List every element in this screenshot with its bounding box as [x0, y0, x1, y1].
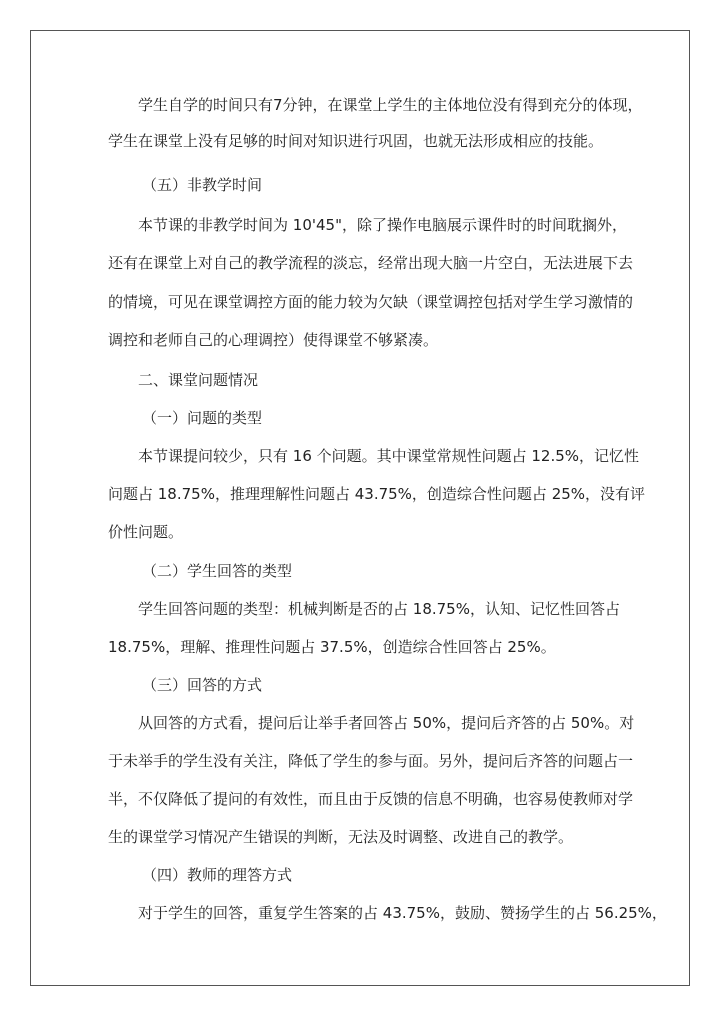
paragraph-line: 从回答的方式看，提问后让举手者回答占 50%，提问后齐答的占 50%。对 [138, 714, 635, 732]
paragraph-line: 价性问题。 [108, 523, 184, 541]
section-heading: 二、课堂问题情况 [138, 371, 259, 389]
paragraph-line: 本节课的非教学时间为 10'45"，除了操作电脑展示课件时的时间耽搁外， [138, 216, 627, 234]
paragraph-line: 对于学生的回答，重复学生答案的占 43.75%，鼓励、赞扬学生的占 56.25%， [138, 904, 667, 922]
section-heading: （四）教师的理答方式 [142, 866, 293, 884]
paragraph-line: 问题占 18.75%，推理理解性问题占 43.75%，创造综合性问题占 25%，没有评 [108, 485, 646, 503]
paragraph-line: 学生在课堂上没有足够的时间对知识进行巩固，也就无法形成相应的技能。 [108, 132, 604, 150]
paragraph-line: 的情境，可见在课堂调控方面的能力较为欠缺（课堂调控包括对学生学习激情的 [108, 293, 634, 311]
paragraph-line: 半，不仅降低了提问的有效性，而且由于反馈的信息不明确，也容易使教师对学 [108, 790, 634, 808]
paragraph-line: 于未举手的学生没有关注，降低了学生的参与面。另外，提问后齐答的问题占一 [108, 752, 634, 770]
section-heading: （五）非教学时间 [142, 176, 263, 194]
paragraph-line: 学生自学的时间只有7分钟，在课堂上学生的主体地位没有得到充分的体现， [138, 96, 643, 114]
paragraph-line: 生的课堂学习情况产生错误的判断，无法及时调整、改进自己的教学。 [108, 828, 574, 846]
section-heading: （二）学生回答的类型 [142, 562, 293, 580]
paragraph-line: 18.75%，理解、推理性问题占 37.5%，创造综合性回答占 25%。 [108, 638, 556, 656]
paragraph-line: 学生回答问题的类型：机械判断是否的占 18.75%，认知、记忆性回答占 [138, 600, 620, 618]
paragraph-line: 调控和老师自己的心理调控）使得课堂不够紧凑。 [108, 331, 439, 349]
section-heading: （一）问题的类型 [142, 409, 263, 427]
paragraph-line: 本节课提问较少，只有 16 个问题。其中课堂常规性问题占 12.5%，记忆性 [138, 447, 640, 465]
section-heading: （三）回答的方式 [142, 676, 263, 694]
paragraph-line: 还有在课堂上对自己的教学流程的淡忘，经常出现大脑一片空白，无法进展下去 [108, 254, 634, 272]
